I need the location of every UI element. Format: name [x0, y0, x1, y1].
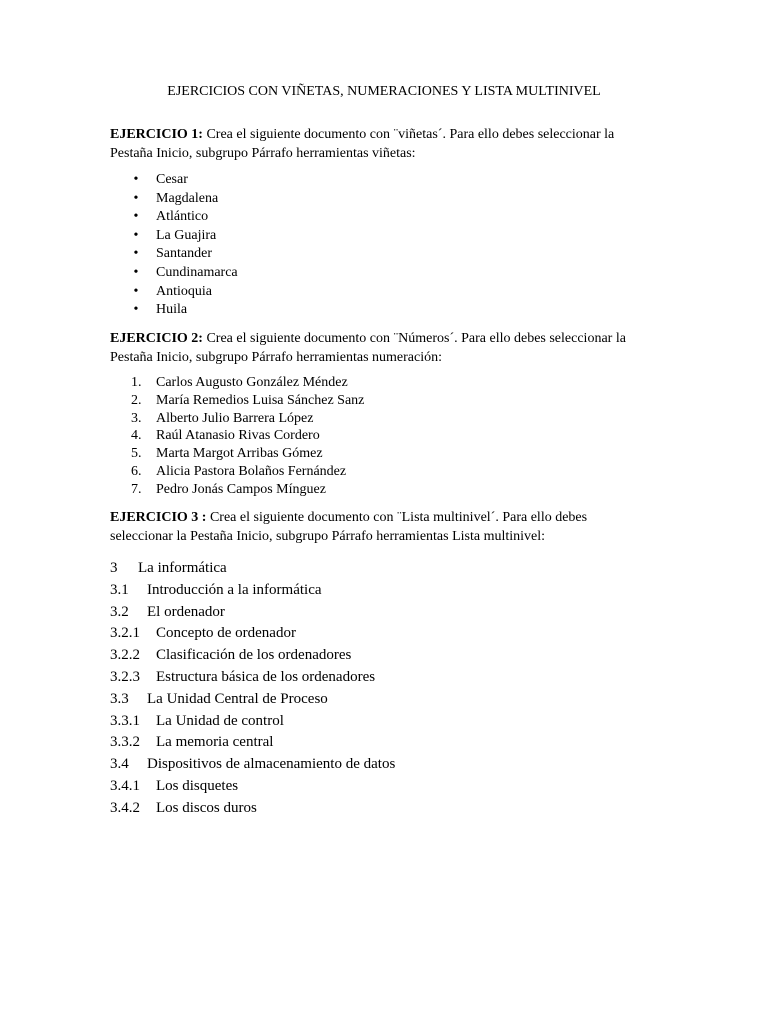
- numbered-item-text: Alberto Julio Barrera López: [156, 410, 314, 426]
- bullet-item-text: Huila: [156, 302, 188, 318]
- numbered-item-text: Pedro Jonás Campos Mínguez: [156, 481, 326, 497]
- multilevel-item-text: Introducción a la informática: [147, 581, 322, 598]
- bullet-icon: •: [133, 190, 139, 206]
- multilevel-number: 3.4: [110, 756, 129, 773]
- multilevel-item-text: La Unidad Central de Proceso: [147, 690, 328, 707]
- multilevel-number: 3.2.3: [110, 668, 140, 685]
- multilevel-number: 3.4.1: [110, 777, 140, 794]
- multilevel-item-text: El ordenador: [147, 603, 225, 620]
- document-title: EJERCICIOS CON VIÑETAS, NUMERACIONES Y LISTA MULTINIVEL: [167, 84, 601, 99]
- bullet-icon: •: [133, 209, 139, 225]
- multilevel-number: 3.1: [110, 581, 129, 598]
- numbered-item-text: Carlos Augusto González Méndez: [156, 375, 348, 390]
- item-number: 6.: [131, 463, 142, 479]
- multilevel-item-text: Dispositivos de almacenamiento de datos: [147, 756, 396, 773]
- bullet-item-text: La Guajira: [156, 227, 217, 243]
- bullet-icon: •: [133, 172, 139, 187]
- bullet-item-text: Antioquia: [156, 283, 212, 299]
- exercise-1-label: EJERCICIO 1:: [110, 127, 203, 142]
- multilevel-number: 3.3: [110, 690, 129, 707]
- multilevel-item-text: Concepto de ordenador: [156, 625, 296, 642]
- bullet-item-text: Atlántico: [156, 209, 209, 225]
- multilevel-number: 3.2.1: [110, 625, 140, 642]
- multilevel-number: 3.3.2: [110, 734, 140, 751]
- exercise-2-instructions: [110, 329, 650, 367]
- numbered-item-text: María Remedios Luisa Sánchez Sanz: [156, 392, 365, 408]
- exercise-3-instructions: [110, 508, 650, 546]
- bullet-item-text: Cesar: [156, 172, 188, 187]
- multilevel-number: 3.2: [110, 603, 129, 620]
- item-number: 5.: [131, 446, 142, 462]
- numbered-item-text: Alicia Pastora Bolaños Fernández: [156, 463, 347, 479]
- item-number: 7.: [131, 481, 142, 497]
- multilevel-item-text: La Unidad de control: [156, 712, 284, 729]
- multilevel-item-text: Los discos duros: [156, 799, 257, 816]
- multilevel-item-text: La memoria central: [156, 734, 274, 751]
- bullet-icon: •: [133, 302, 139, 318]
- bullet-item-text: Cundinamarca: [156, 264, 238, 280]
- multilevel-item-text: Los disquetes: [156, 777, 239, 794]
- exercise-1-text: Crea el siguiente documento con ¨viñetas´. Para ello debes seleccionar la Pestaña Inicio, subgrupo Párrafo herramientas viñetas:: [110, 127, 615, 161]
- exercise-2-label: EJERCICIO 2:: [110, 331, 203, 346]
- multilevel-number: 3.2.2: [110, 647, 140, 664]
- numbered-item-text: Raúl Atanasio Rivas Cordero: [156, 428, 320, 444]
- multilevel-number: 3.3.1: [110, 712, 140, 729]
- item-number: 1.: [131, 375, 142, 390]
- item-number: 3.: [131, 410, 142, 426]
- multilevel-item-text: Estructura básica de los ordenadores: [156, 668, 376, 685]
- bullet-icon: •: [133, 283, 139, 299]
- numbered-item-text: Marta Margot Arribas Gómez: [156, 446, 323, 462]
- bullet-icon: •: [133, 264, 139, 280]
- exercise-2-text: Crea el siguiente documento con ¨Números´. Para ello debes seleccionar la Pestaña Inicio, subgrupo Párrafo herramientas numeración:: [110, 331, 626, 365]
- multilevel-number: 3: [110, 560, 118, 576]
- exercise-3-text: Crea el siguiente documento con ¨Lista multinivel´. Para ello debes seleccionar la Pestaña Inicio, subgrupo Párrafo herramientas Lista multinivel:: [110, 510, 588, 544]
- multilevel-number: 3.4.2: [110, 799, 140, 816]
- multilevel-item-text: Clasificación de los ordenadores: [156, 647, 352, 664]
- bullet-item-text: Magdalena: [156, 190, 219, 206]
- exercise-1-instructions: [110, 125, 650, 163]
- bullet-icon: •: [133, 227, 139, 243]
- exercise-3-label: EJERCICIO 3 :: [110, 510, 207, 525]
- item-number: 4.: [131, 428, 142, 444]
- bullet-item-text: Santander: [156, 246, 212, 262]
- multilevel-item-text: La informática: [138, 560, 227, 576]
- bullet-icon: •: [133, 246, 139, 262]
- item-number: 2.: [131, 392, 142, 408]
